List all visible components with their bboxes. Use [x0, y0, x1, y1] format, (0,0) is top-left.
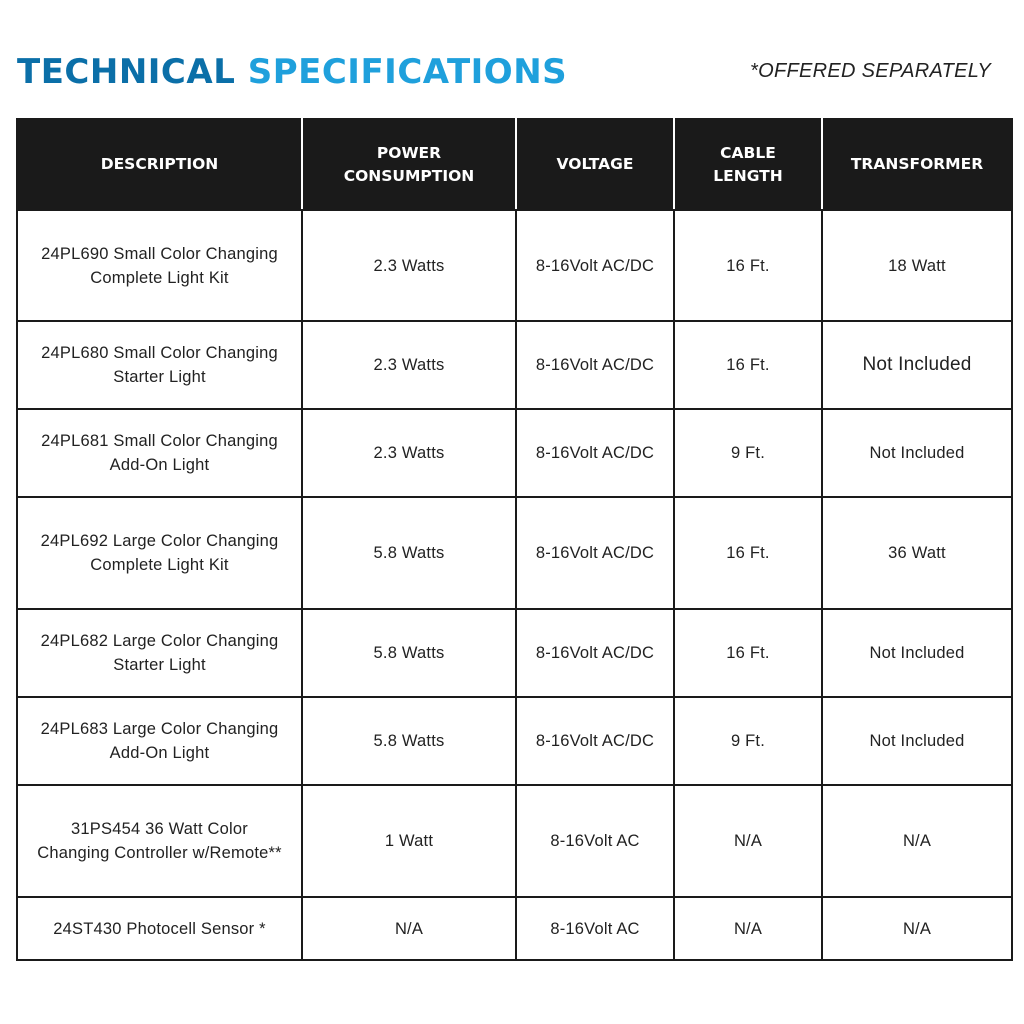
cell-description: 24PL681 Small Color Changing Add-On Light — [17, 409, 302, 497]
cell-description: 31PS454 36 Watt Color Changing Controller w/Remote** — [17, 785, 302, 897]
table-row — [17, 697, 1012, 785]
cell-cable-length: 16 Ft. — [674, 609, 822, 697]
cell-power: 5.8 Watts — [302, 697, 516, 785]
cell-power: 5.8 Watts — [302, 497, 516, 609]
table-row — [17, 321, 1012, 409]
header-power-consumption: POWER CONSUMPTION — [302, 119, 516, 210]
cell-power: 2.3 Watts — [302, 321, 516, 409]
cell-voltage: 8-16Volt AC/DC — [516, 321, 674, 409]
cell-transformer: N/A — [822, 897, 1012, 960]
cell-voltage: 8-16Volt AC — [516, 897, 674, 960]
cell-voltage: 8-16Volt AC/DC — [516, 210, 674, 321]
table-row — [17, 210, 1012, 321]
cell-cable-length: N/A — [674, 785, 822, 897]
cell-description: 24PL690 Small Color Changing Complete Light Kit — [17, 210, 302, 321]
header-row — [17, 119, 1012, 210]
cell-transformer: Not Included — [822, 609, 1012, 697]
cell-cable-length: 16 Ft. — [674, 210, 822, 321]
cell-transformer: Not Included — [822, 697, 1012, 785]
table-row — [17, 409, 1012, 497]
cell-voltage: 8-16Volt AC/DC — [516, 409, 674, 497]
header-voltage: VOLTAGE — [516, 119, 674, 210]
cell-voltage: 8-16Volt AC — [516, 785, 674, 897]
cell-transformer: 36 Watt — [822, 497, 1012, 609]
cell-voltage: 8-16Volt AC/DC — [516, 697, 674, 785]
header-cable-length: CABLE LENGTH — [674, 119, 822, 210]
cell-voltage: 8-16Volt AC/DC — [516, 609, 674, 697]
cell-cable-length: 9 Ft. — [674, 697, 822, 785]
title-word-specifications: SPECIFICATIONS — [247, 52, 568, 92]
cell-transformer: 18 Watt — [822, 210, 1012, 321]
cell-description: 24ST430 Photocell Sensor * — [17, 897, 302, 960]
cell-power: 2.3 Watts — [302, 409, 516, 497]
specifications-table — [16, 118, 1013, 961]
cell-cable-length: N/A — [674, 897, 822, 960]
cell-power: 1 Watt — [302, 785, 516, 897]
cell-description: 24PL680 Small Color Changing Starter Light — [17, 321, 302, 409]
cell-cable-length: 9 Ft. — [674, 409, 822, 497]
title-word-technical: TECHNICAL — [17, 52, 236, 92]
table-row — [17, 785, 1012, 897]
table-row — [17, 609, 1012, 697]
cell-transformer: N/A — [822, 785, 1012, 897]
cell-transformer: Not Included — [822, 321, 1012, 409]
cell-power: 2.3 Watts — [302, 210, 516, 321]
cell-transformer: Not Included — [822, 409, 1012, 497]
cell-power: N/A — [302, 897, 516, 960]
cell-cable-length: 16 Ft. — [674, 321, 822, 409]
table-row — [17, 897, 1012, 960]
header-description: DESCRIPTION — [17, 119, 302, 210]
cell-description: 24PL692 Large Color Changing Complete Light Kit — [17, 497, 302, 609]
table-row — [17, 497, 1012, 609]
cell-description: 24PL682 Large Color Changing Starter Light — [17, 609, 302, 697]
cell-power: 5.8 Watts — [302, 609, 516, 697]
cell-voltage: 8-16Volt AC/DC — [516, 497, 674, 609]
cell-cable-length: 16 Ft. — [674, 497, 822, 609]
page-title — [17, 50, 567, 94]
header-transformer: TRANSFORMER — [822, 119, 1012, 210]
cell-description: 24PL683 Large Color Changing Add-On Light — [17, 697, 302, 785]
offered-separately-note: *OFFERED SEPARATELY — [750, 60, 991, 82]
